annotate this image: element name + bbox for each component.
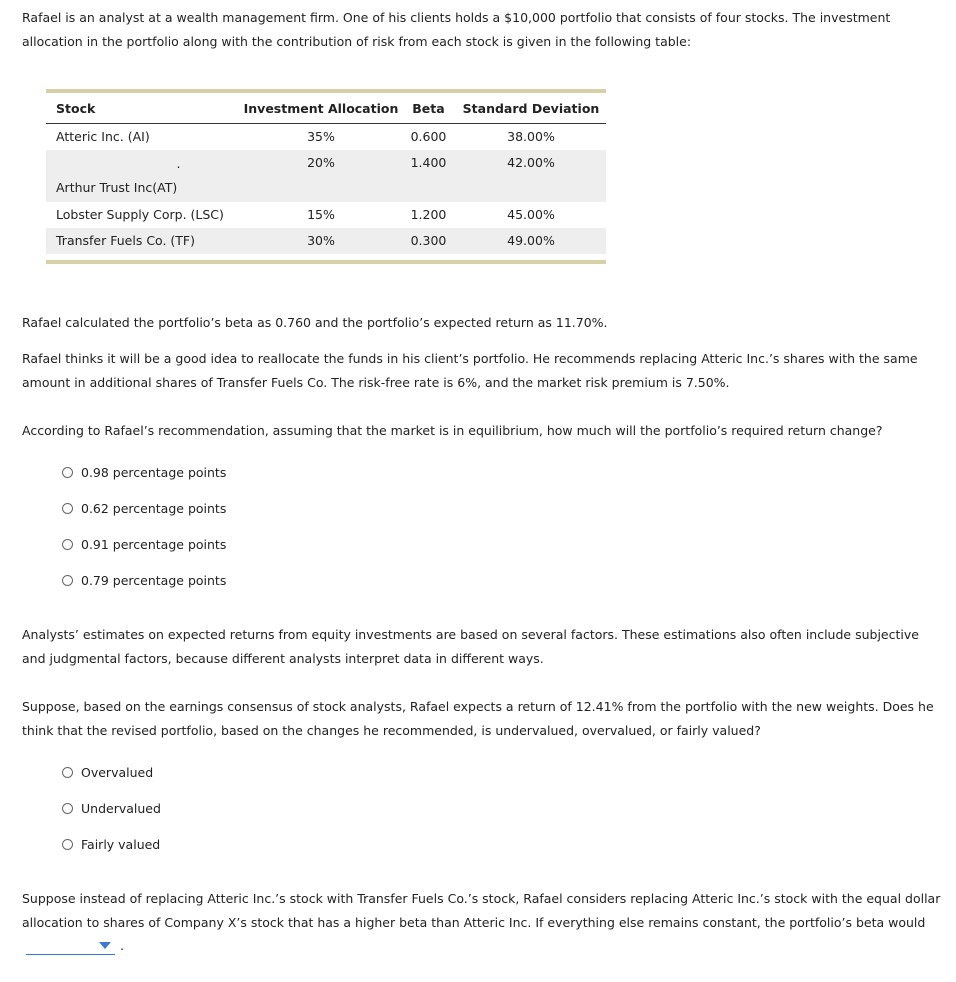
q1-option-1[interactable] [62,462,226,482]
std-dev-value: 49.00% [456,228,606,254]
header-std-dev: Standard Deviation [456,93,606,124]
option-label: 0.91 percentage points [81,536,227,552]
recommend-paragraph: Rafael thinks it will be a good idea to reallocate the funds in his client’s portfolio. He recommends replacing Atteric Inc.’s shares with the same amount in additional shares of Transfer Fuels Co. The risk-free rate is 6%, and the market risk premium is 7.50%. [22,351,918,390]
radio-button[interactable] [62,839,73,850]
radio-button[interactable] [62,503,73,514]
stock-name: Arthur Trust Inc(AT) [56,180,178,195]
q1-option-2[interactable] [62,498,226,518]
option-label: Fairly valued [81,836,161,852]
std-dev-value: 38.00% [507,129,555,144]
table-row [46,202,606,228]
allocation-value: 35% [307,129,335,144]
question-3: Suppose instead of replacing Atteric Inc.’s stock with Transfer Fuels Co.’s stock, Rafael considers replacing Atteric Inc.’s stock with the equal dollar allocation to shares of Company X’s stock that has a higher beta than Atteric Inc. If everything else remains constant, the portfolio’s beta would [22,891,941,930]
radio-button[interactable] [62,467,73,478]
intro-paragraph: Rafael is an analyst at a wealth management firm. One of his clients holds a $10,000 portfolio that consists of four stocks. The investment allocation in the portfolio along with the contribution of risk from each stock is given in the following table: [22,10,891,49]
beta-value: 1.400 [401,150,456,202]
option-label: 0.98 percentage points [81,464,227,480]
option-label: Undervalued [81,800,161,816]
q1-option-4[interactable] [62,570,226,590]
stock-table [46,89,606,264]
calc-paragraph: Rafael calculated the portfolio’s beta as 0.760 and the portfolio’s expected return as 11.70%. [22,315,608,330]
q2-option-undervalued[interactable] [62,798,161,818]
allocation-value: 30% [241,228,401,254]
radio-button[interactable] [62,575,73,586]
question-2: Suppose, based on the earnings consensus of stock analysts, Rafael expects a return of 12.41% from the portfolio with the new weights. Does he think that the revised portfolio, based on the changes he recommended, is undervalued, overvalued, or fairly valued? [22,699,934,738]
option-label: 0.62 percentage points [81,500,227,516]
beta-value: 1.200 [410,207,447,222]
radio-button[interactable] [62,803,73,814]
std-dev-value: 45.00% [507,207,555,222]
beta-value: 0.300 [401,228,456,254]
header-beta: Beta [401,93,456,124]
stock-name-cell [46,150,241,202]
analysts-paragraph: Analysts’ estimates on expected returns from equity investments are based on several factors. These estimations also often include subjective and judgmental factors, because different analysts interpret data in different ways. [22,627,919,666]
beta-value: 0.600 [410,129,447,144]
option-label: 0.79 percentage points [81,572,227,588]
question-1: According to Rafael’s recommendation, assuming that the market is in equilibrium, how much will the portfolio’s required return change? [22,423,883,438]
table-bottom-rule [46,260,606,264]
beta-change-dropdown[interactable] [26,934,115,955]
option-label: Overvalued [81,764,154,780]
stock-name: Atteric Inc. (AI) [56,129,150,144]
table-row [46,124,606,151]
stock-name: Lobster Supply Corp. (LSC) [56,207,224,222]
table-row [46,150,606,202]
allocation-value: 20% [241,150,401,202]
stray-marker: . [176,156,181,171]
std-dev-value: 42.00% [456,150,606,202]
allocation-value: 15% [307,207,335,222]
stock-name: Transfer Fuels Co. (TF) [46,228,241,254]
q2-option-overvalued[interactable] [62,762,153,782]
table-row [46,228,606,254]
sentence-end: . [120,938,124,953]
q2-option-fairly-valued[interactable] [62,834,160,854]
radio-button[interactable] [62,539,73,550]
caret-down-icon[interactable] [99,942,111,949]
q1-option-3[interactable] [62,534,226,554]
header-stock: Stock [46,93,241,124]
radio-button[interactable] [62,767,73,778]
header-allocation: Investment Allocation [241,93,401,124]
